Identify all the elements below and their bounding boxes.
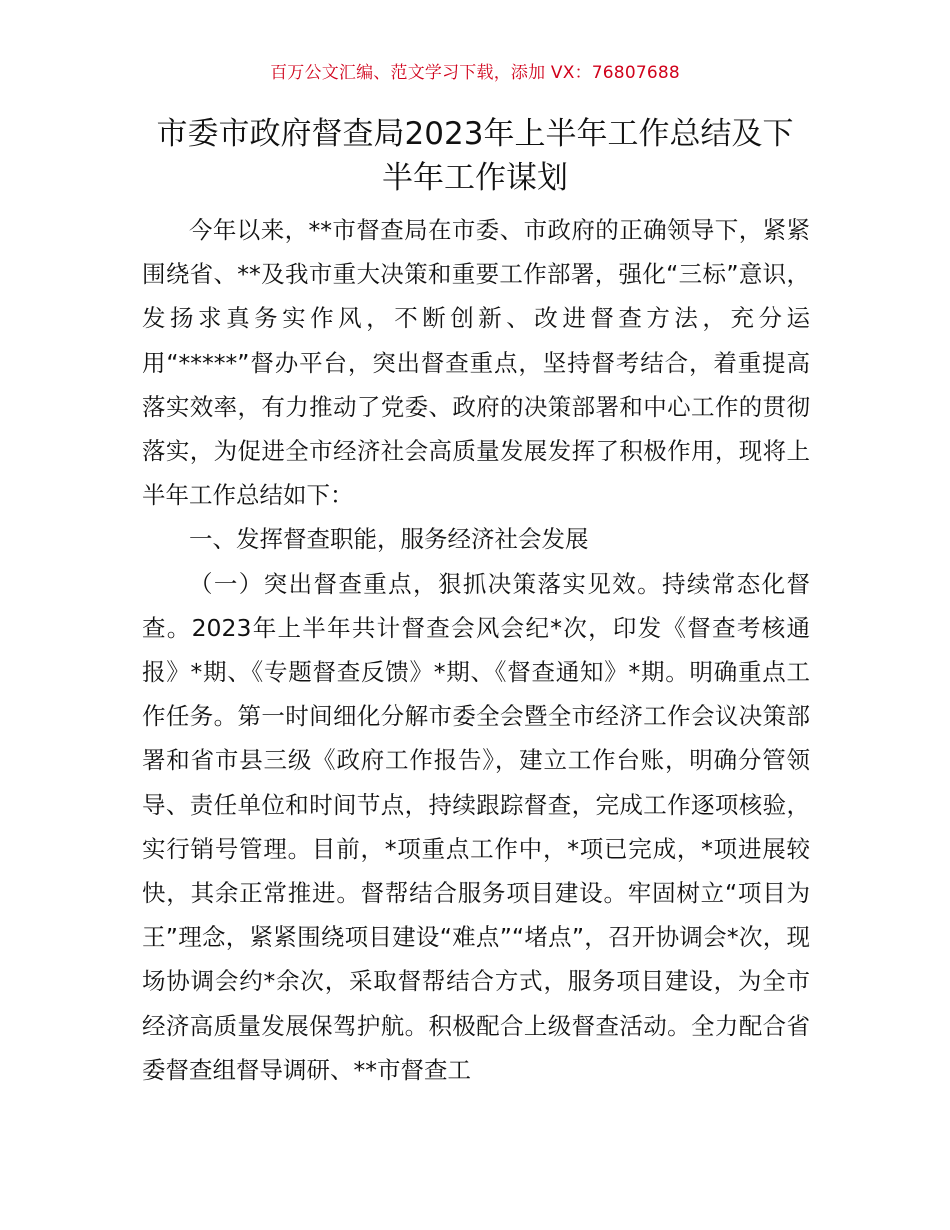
body-paragraph: （一）突出督查重点，狠抓决策落实见效。持续常态化督查。2023年上半年共计督查会风会纪*次，印发《督查考核通报》*期、《专题督查反馈》*期、《督查通知》*期。明确重点工作任务。第一时间细化分解市委全会暨全市经济工作会议决策部署和省市县三级《政府工作报告》，建立工作台账，明确分管领导、责任单位和时间节点，持续跟踪督查，完成工作逐项核验，实行销号管理。目前，*项重点工作中，*项已完成，*项进展较快，其余正常推进。督帮结合服务项目建设。牢固树立“项目为王”理念，紧紧围绕项目建设“难点”“堵点”，召开协调会*次，现场协调会约*余次，采取督帮结合方式，服务项目建设，为全市经济高质量发展保驾护航。积极配合上级督查活动。全力配合省委督查组督导调研、**市督查工 [142, 569, 810, 1084]
section-heading: 一、发挥督查职能，服务经济社会发展 [189, 525, 589, 554]
document-body [142, 208, 810, 1092]
intro-paragraph: 今年以来，**市督查局在市委、市政府的正确领导下，紧紧围绕省、**及我市重大决策和重要工作部署，强化“三标”意识，发扬求真务实作风，不断创新、改进督查方法，充分运用“*****”督办平台，突出督查重点，坚持督考结合，着重提高落实效率，有力推动了党委、政府的决策部署和中心工作的贯彻落实，为促进全市经济社会高质量发展发挥了积极作用，现将上半年工作总结如下： [142, 216, 810, 510]
watermark-header: 百万公文汇编、范文学习下载，添加 VX：76807688 [270, 63, 680, 83]
document-title: 市委市政府督查局2023年上半年工作总结及下半年工作谋划 [156, 116, 794, 196]
